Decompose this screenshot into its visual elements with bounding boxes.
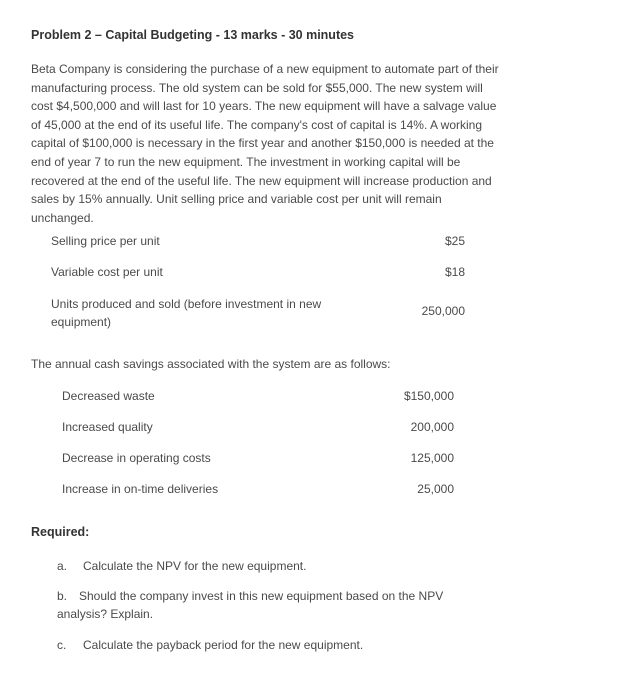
- savings-label: Decreased waste: [62, 389, 155, 403]
- required-text: Calculate the payback period for the new equipment.: [83, 638, 364, 652]
- required-text: Should the company invest in this new equipment based on the NPV analysis? Explain.: [57, 589, 444, 621]
- savings-row: [0, 420, 629, 436]
- savings-value: 125,000: [410, 451, 454, 465]
- unit-label: Units produced and sold (before investment in new equipment): [51, 297, 322, 329]
- required-letter: c.: [57, 638, 67, 652]
- required-text: Calculate the NPV for the new equipment.: [83, 559, 307, 573]
- required-item-c: [57, 636, 363, 654]
- unit-label: Variable cost per unit: [51, 265, 163, 279]
- problem-title: Problem 2 – Capital Budgeting - 13 marks - 30 minutes: [31, 28, 355, 42]
- savings-row: [0, 451, 629, 467]
- required-letter: b.: [57, 589, 68, 603]
- savings-intro: The annual cash savings associated with the system are as follows:: [31, 357, 391, 371]
- savings-label: Decrease in operating costs: [62, 451, 211, 465]
- unit-value: $18: [444, 265, 465, 279]
- savings-value: 25,000: [417, 482, 454, 496]
- savings-row: [0, 482, 629, 498]
- required-letter: a.: [57, 559, 68, 573]
- required-heading: Required:: [31, 525, 90, 539]
- unit-value: 250,000: [421, 304, 465, 318]
- unit-label: Selling price per unit: [51, 234, 160, 248]
- savings-label: Increase in on-time deliveries: [62, 482, 219, 496]
- savings-row: [0, 389, 629, 405]
- unit-row-variable-cost: [0, 265, 629, 281]
- required-item-a: [57, 557, 306, 575]
- savings-label: Increased quality: [62, 420, 153, 434]
- unit-row-selling-price: [0, 234, 629, 250]
- unit-value: $25: [444, 234, 465, 248]
- problem-description: Beta Company is considering the purchase of a new equipment to automate part of their manufacturing process. The old system can be sold for $55,000. The new system will cost $4,500,000 and will last for 10 years. The new equipment will have a salvage value of 45,000 at the end of its useful life. The company's cost of capital is 14%. A working capital of $100,000 is necessary in the first year and another $150,000 is needed at the end of year 7 to run the new equipment. The investment in working capital will be recovered at the end of the useful life. The new equipment will increase production and sales by 15% annually. Unit selling price and variable cost per unit will remain unchanged.: [31, 62, 499, 225]
- savings-value: 200,000: [410, 420, 454, 434]
- savings-value: $150,000: [403, 389, 454, 403]
- unit-row-units-sold: [0, 295, 629, 331]
- required-item-b: [57, 587, 477, 623]
